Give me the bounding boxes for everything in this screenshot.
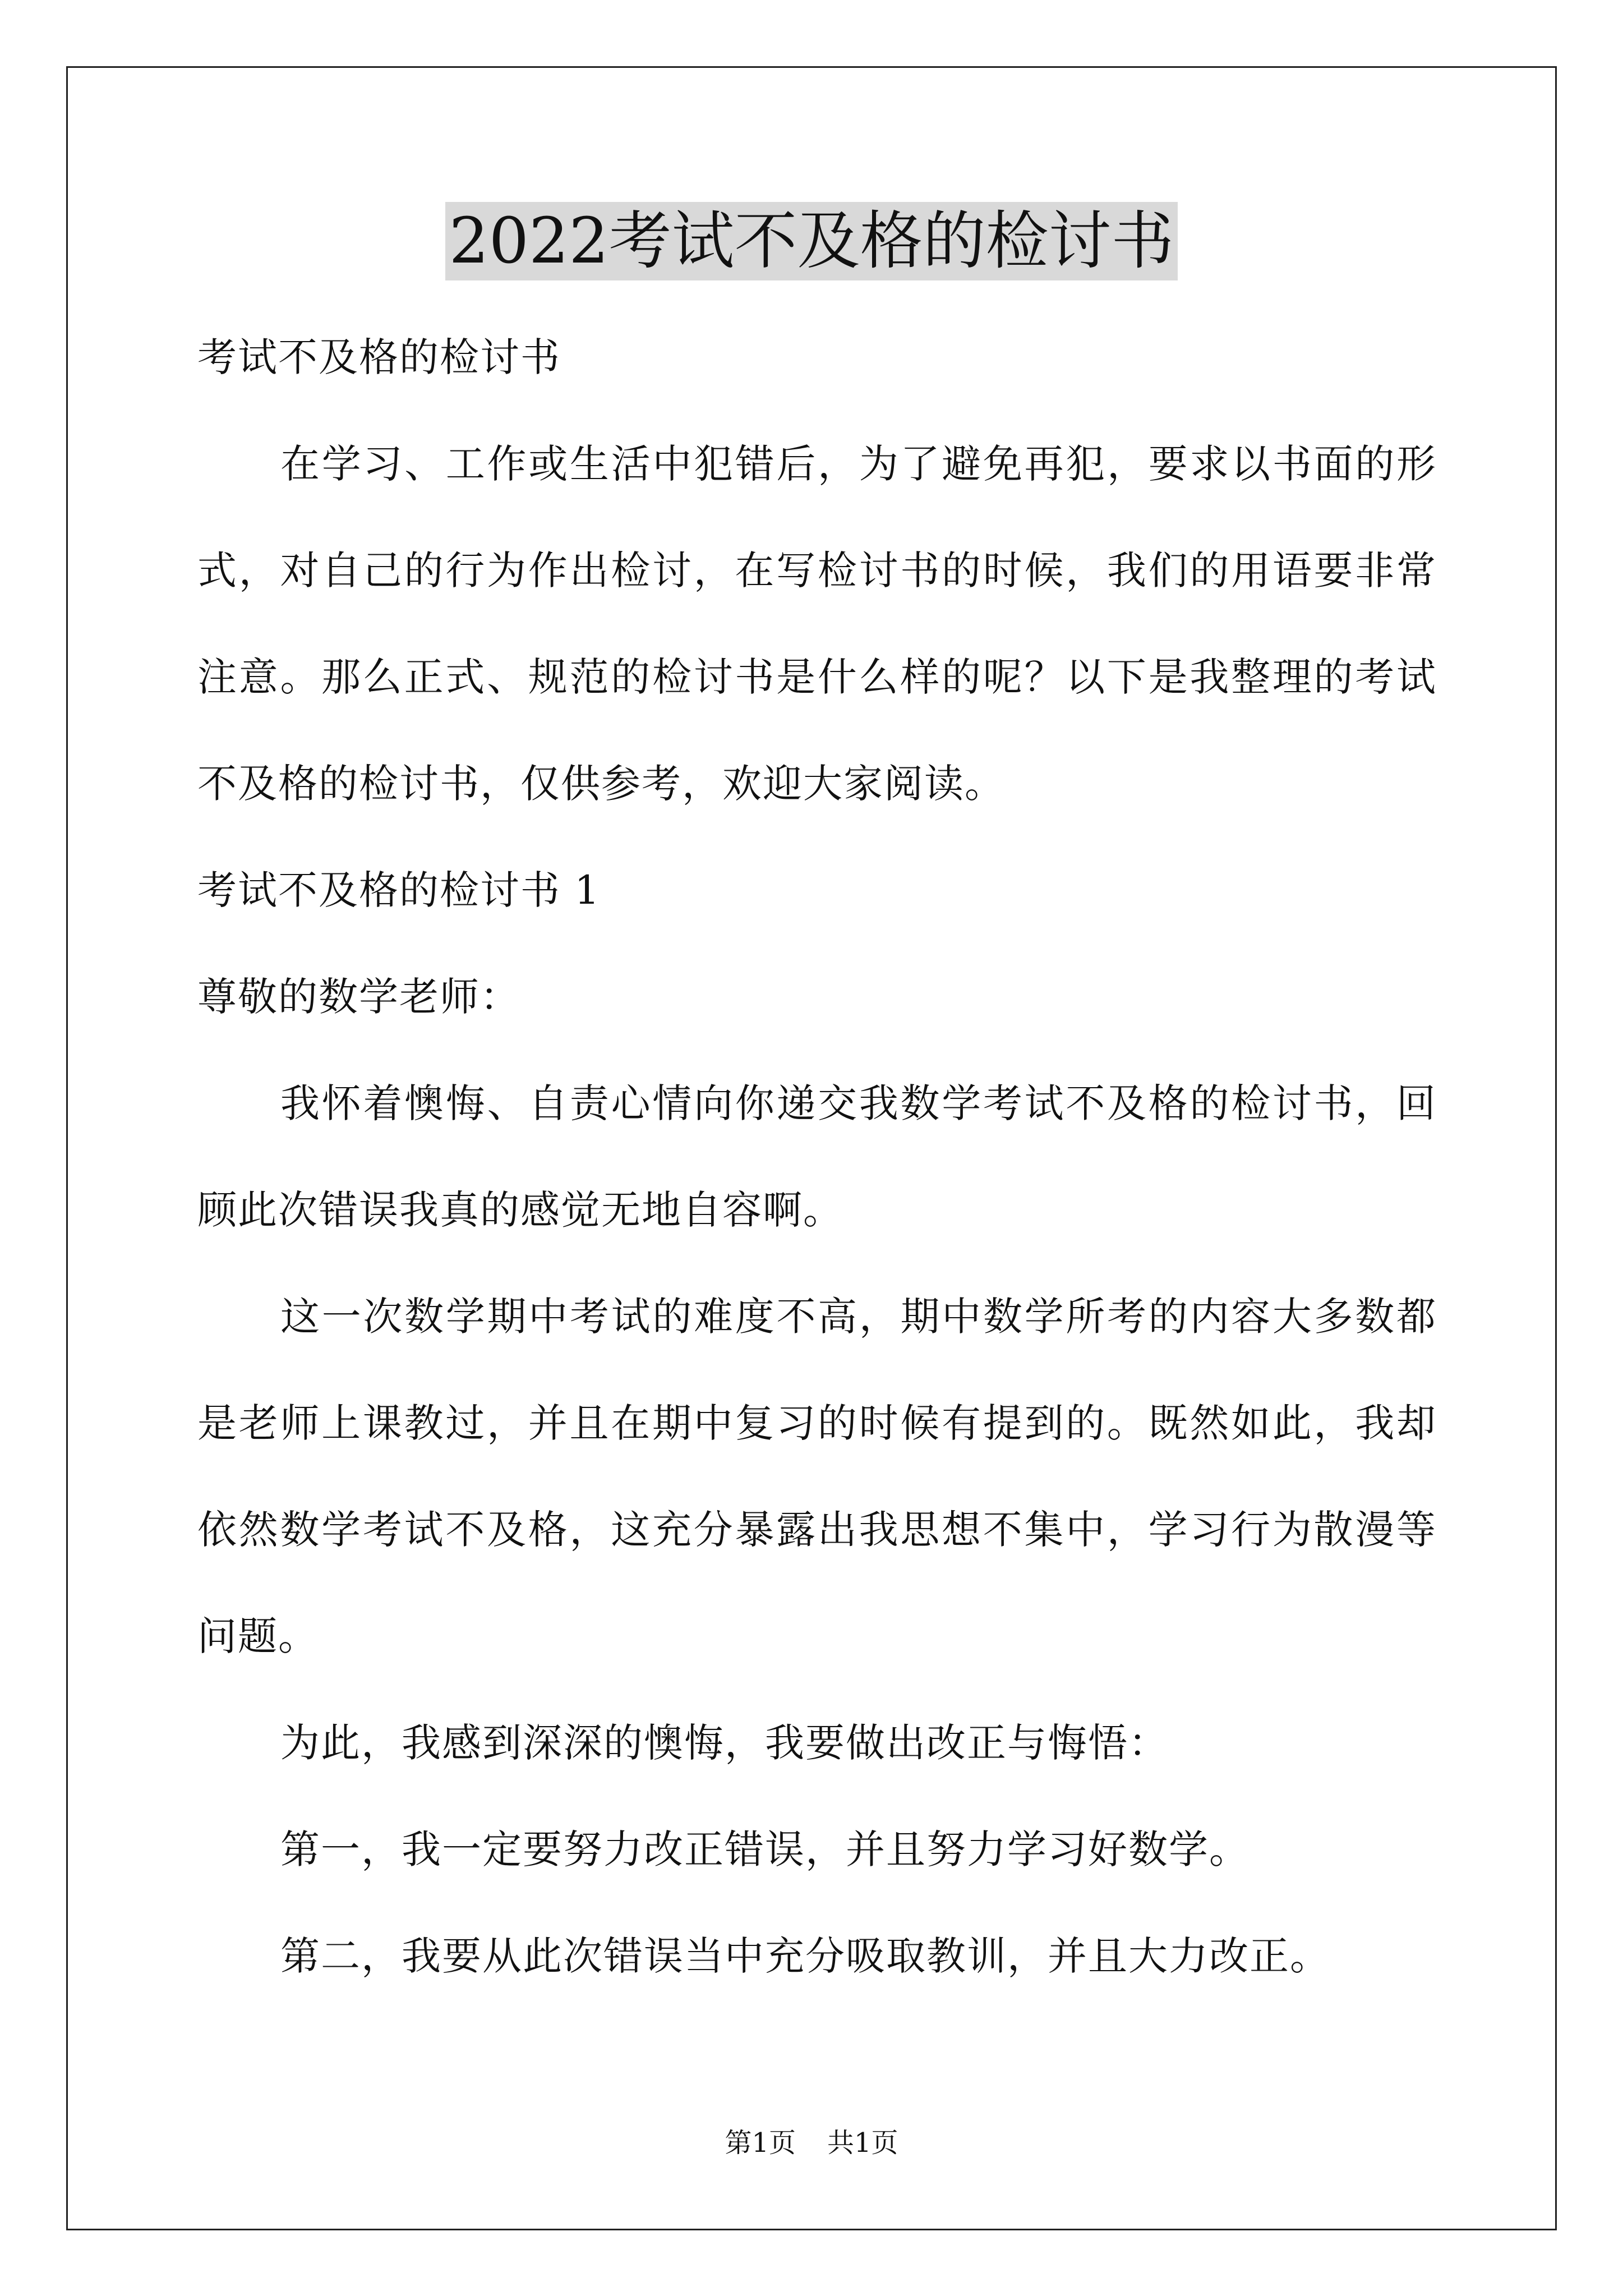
body-line: 式，对自己的行为作出检讨，在写检讨书的时候，我们的用语要非常 — [197, 547, 1437, 593]
body-line: 依然数学考试不及格，这充分暴露出我思想不集中，学习行为散漫等 — [197, 1507, 1437, 1553]
body-line: 考试不及格的检讨书 — [197, 334, 561, 380]
document-body — [197, 304, 1437, 2009]
body-line: 是老师上课教过，并且在期中复习的时候有提到的。既然如此，我却 — [197, 1400, 1437, 1446]
section-heading: 考试不及格的检讨书 1 — [197, 867, 601, 913]
body-line: 问题。 — [197, 1613, 319, 1659]
document-title: 2022考试不及格的检讨书 — [445, 202, 1177, 280]
title-container — [0, 202, 1623, 280]
body-line: 顾此次错误我真的感觉无地自容啊。 — [197, 1187, 843, 1233]
body-line: 这一次数学期中考试的难度不高，期中数学所考的内容大多数都 — [280, 1294, 1437, 1340]
body-line: 注意。那么正式、规范的检讨书是什么样的呢？以下是我整理的考试 — [197, 654, 1437, 700]
body-line: 我怀着懊悔、自责心情向你递交我数学考试不及格的检讨书，回 — [280, 1080, 1437, 1126]
body-line: 第一，我一定要努力改正错误，并且努力学习好数学。 — [280, 1826, 1249, 1872]
body-line: 为此，我感到深深的懊悔，我要做出改正与悔悟： — [280, 1720, 1169, 1766]
body-line: 不及格的检讨书，仅供参考，欢迎大家阅读。 — [197, 761, 1005, 807]
body-line: 第二，我要从此次错误当中充分吸取教训，并且大力改正。 — [280, 1933, 1330, 1979]
salutation: 尊敬的数学老师： — [197, 974, 520, 1020]
page-number: 第1页 — [725, 2127, 796, 2159]
page-total: 共1页 — [827, 2127, 898, 2159]
page-footer — [0, 2126, 1623, 2160]
body-line: 在学习、工作或生活中犯错后，为了避免再犯，要求以书面的形 — [280, 441, 1437, 487]
